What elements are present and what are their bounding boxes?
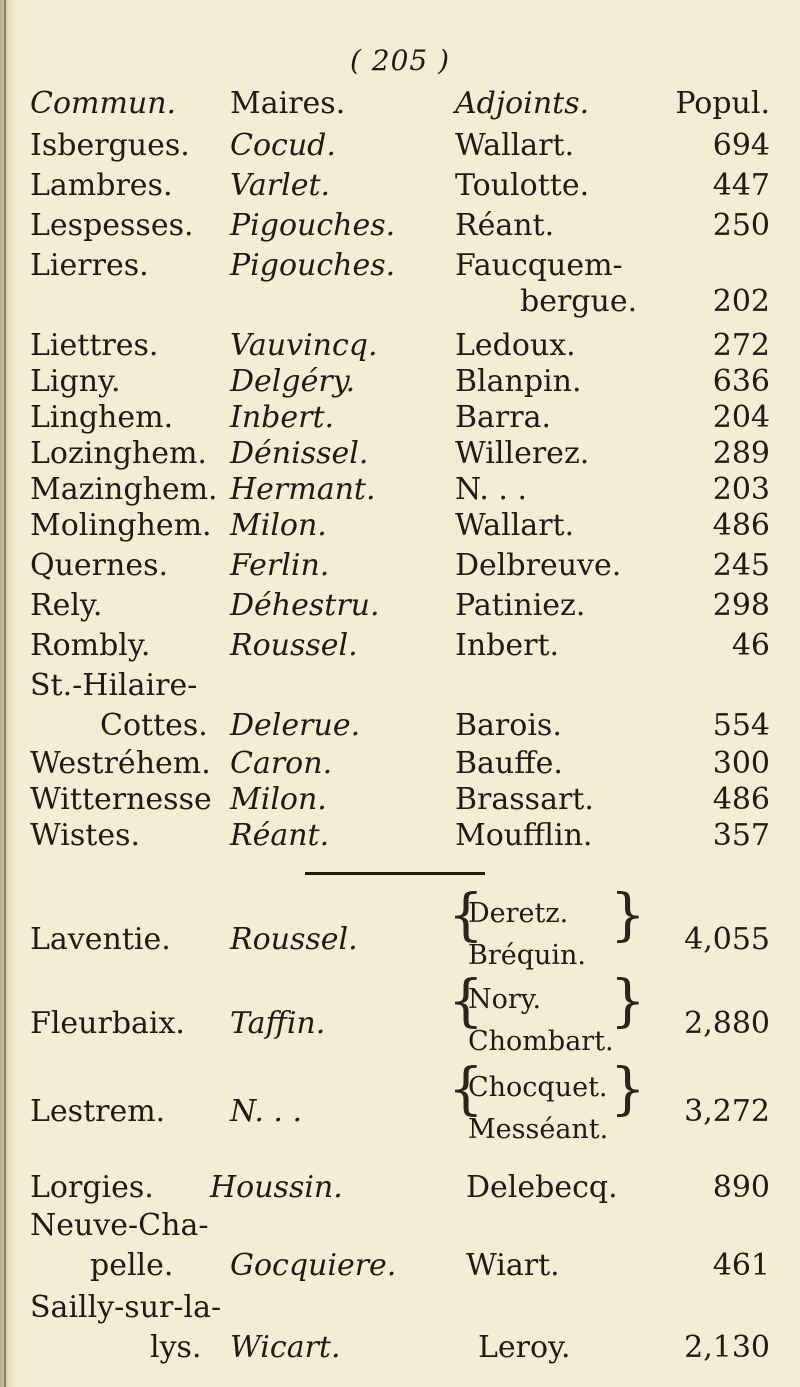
adjoint: Ledoux. [455, 328, 576, 363]
commune: Lierres. [30, 248, 149, 283]
commune-continued: Cottes. [100, 708, 208, 743]
maire: Gocquiere. [230, 1248, 397, 1283]
commune: Mazinghem. [30, 472, 218, 507]
adjoint: Leroy. [478, 1330, 571, 1365]
adjoint: Barra. [455, 400, 552, 435]
commune: Rely. [30, 588, 103, 623]
maire: Roussel. [230, 922, 358, 957]
maire: Houssin. [210, 1170, 343, 1205]
population: 890 [712, 1170, 770, 1205]
population: 694 [712, 128, 770, 163]
table-row [0, 584, 800, 628]
commune: Witternesse [30, 782, 212, 817]
table-row [0, 934, 800, 978]
adjoint: Inbert. [455, 628, 560, 663]
commune: Rombly. [30, 628, 151, 663]
commune: Liettres. [30, 328, 159, 363]
maire: Varlet. [230, 168, 331, 203]
population: 300 [712, 746, 770, 781]
adjoint: Willerez. [455, 436, 590, 471]
population: 636 [712, 364, 770, 399]
section-divider [305, 872, 485, 875]
header-maires: Maires. [230, 86, 346, 121]
adjoint: Bauffe. [455, 746, 563, 781]
table-row [0, 978, 800, 1022]
right-brace: } [610, 883, 646, 948]
commune: Linghem. [30, 400, 174, 435]
page-number: ( 205 ) [349, 44, 451, 77]
commune: Neuve-Cha- [30, 1208, 209, 1243]
adjoint: Wiart. [466, 1248, 560, 1283]
commune: Fleurbaix. [30, 1006, 185, 1041]
commune: Laventie. [30, 922, 171, 957]
table-row [0, 1286, 800, 1330]
adjoint-first: Nory. [468, 984, 542, 1015]
maire: Delerue. [230, 708, 361, 743]
adjoint: Faucquem- [455, 248, 623, 283]
commune: Wistes. [30, 818, 141, 853]
commune: St.-Hilaire- [30, 668, 198, 703]
header-popul: Popul. [675, 86, 770, 121]
commune: Westréhem. [30, 746, 211, 781]
adjoint-second: Chombart. [468, 1026, 614, 1057]
population: 245 [712, 548, 770, 583]
adjoint: Réant. [455, 208, 555, 243]
population: 250 [712, 208, 770, 243]
maire: Ferlin. [230, 548, 330, 583]
adjoint: Wallart. [455, 128, 575, 163]
maire: Milon. [230, 508, 327, 543]
maire: Milon. [230, 782, 327, 817]
maire: Wicart. [230, 1330, 341, 1365]
population: 554 [712, 708, 770, 743]
maire: Roussel. [230, 628, 358, 663]
commune: Sailly-sur-la- [30, 1290, 222, 1325]
adjoint-first: Chocquet. [468, 1072, 608, 1103]
maire: Hermant. [230, 472, 376, 507]
maire: Réant. [230, 818, 330, 853]
table-row [0, 892, 800, 936]
maire: Vauvincq. [230, 328, 378, 363]
population: 272 [712, 328, 770, 363]
maire: Inbert. [230, 400, 335, 435]
left-brace: { [448, 883, 484, 948]
commune: Lespesses. [30, 208, 194, 243]
table-row [0, 1244, 800, 1288]
left-brace: { [448, 969, 484, 1034]
population: 202 [712, 284, 770, 319]
adjoint-second: Messéant. [468, 1114, 609, 1145]
adjoint: Brassart. [455, 782, 594, 817]
table-row [0, 1020, 800, 1064]
population: 2,130 [684, 1330, 770, 1365]
table-row [0, 1326, 800, 1370]
population: 2,880 [684, 1006, 770, 1041]
population: 486 [712, 508, 770, 543]
right-brace: } [610, 969, 646, 1034]
commune: Lozinghem. [30, 436, 207, 471]
population: 289 [712, 436, 770, 471]
population: 46 [731, 628, 770, 663]
population: 486 [712, 782, 770, 817]
table-row [0, 814, 800, 858]
table-row [0, 124, 800, 168]
adjoint-continued: bergue. [520, 284, 638, 319]
commune: Ligny. [30, 364, 121, 399]
population: 3,272 [684, 1094, 770, 1129]
maire: Pigouches. [230, 248, 396, 283]
population: 461 [712, 1248, 770, 1283]
table-row [0, 1204, 800, 1248]
table-row [0, 280, 800, 324]
table-row [0, 204, 800, 248]
left-brace: { [448, 1057, 484, 1122]
commune: Isbergues. [30, 128, 190, 163]
header-adjoints: Adjoints. [455, 86, 590, 121]
maire: Déhestru. [230, 588, 380, 623]
commune: Lambres. [30, 168, 173, 203]
right-brace: } [610, 1057, 646, 1122]
population: 204 [712, 400, 770, 435]
population: 357 [712, 818, 770, 853]
adjoint: Blanpin. [455, 364, 582, 399]
adjoint: Delbreuve. [455, 548, 622, 583]
adjoint: Moufflin. [455, 818, 593, 853]
population: 4,055 [684, 922, 770, 957]
commune: Molinghem. [30, 508, 212, 543]
adjoint: Delebecq. [466, 1170, 618, 1205]
table-row [0, 164, 800, 208]
population: 447 [712, 168, 770, 203]
table-row [0, 624, 800, 668]
adjoint: Toulotte. [455, 168, 590, 203]
maire: N. . . [230, 1094, 303, 1129]
adjoint: N. . . [455, 472, 528, 507]
population: 203 [712, 472, 770, 507]
adjoint: Wallart. [455, 508, 575, 543]
population: 298 [712, 588, 770, 623]
table-row [0, 504, 800, 548]
table-row [0, 1108, 800, 1152]
commune: Lestrem. [30, 1094, 166, 1129]
table-header [0, 82, 800, 126]
adjoint-second: Bréquin. [468, 940, 587, 971]
commune: Quernes. [30, 548, 169, 583]
maire: Caron. [230, 746, 333, 781]
table-row [0, 664, 800, 708]
maire: Delgéry. [230, 364, 356, 399]
adjoint-first: Deretz. [468, 898, 569, 929]
commune-continued: pelle. [90, 1248, 174, 1283]
commune: Lorgies. [30, 1170, 154, 1205]
maire: Taffin. [230, 1006, 326, 1041]
adjoint: Patiniez. [455, 588, 586, 623]
adjoint: Barois. [455, 708, 562, 743]
commune-continued: lys. [150, 1330, 202, 1365]
table-row [0, 544, 800, 588]
header-commune: Commun. [30, 86, 177, 121]
maire: Pigouches. [230, 208, 396, 243]
table-row [0, 1066, 800, 1110]
maire: Cocud. [230, 128, 336, 163]
maire: Dénissel. [230, 436, 369, 471]
